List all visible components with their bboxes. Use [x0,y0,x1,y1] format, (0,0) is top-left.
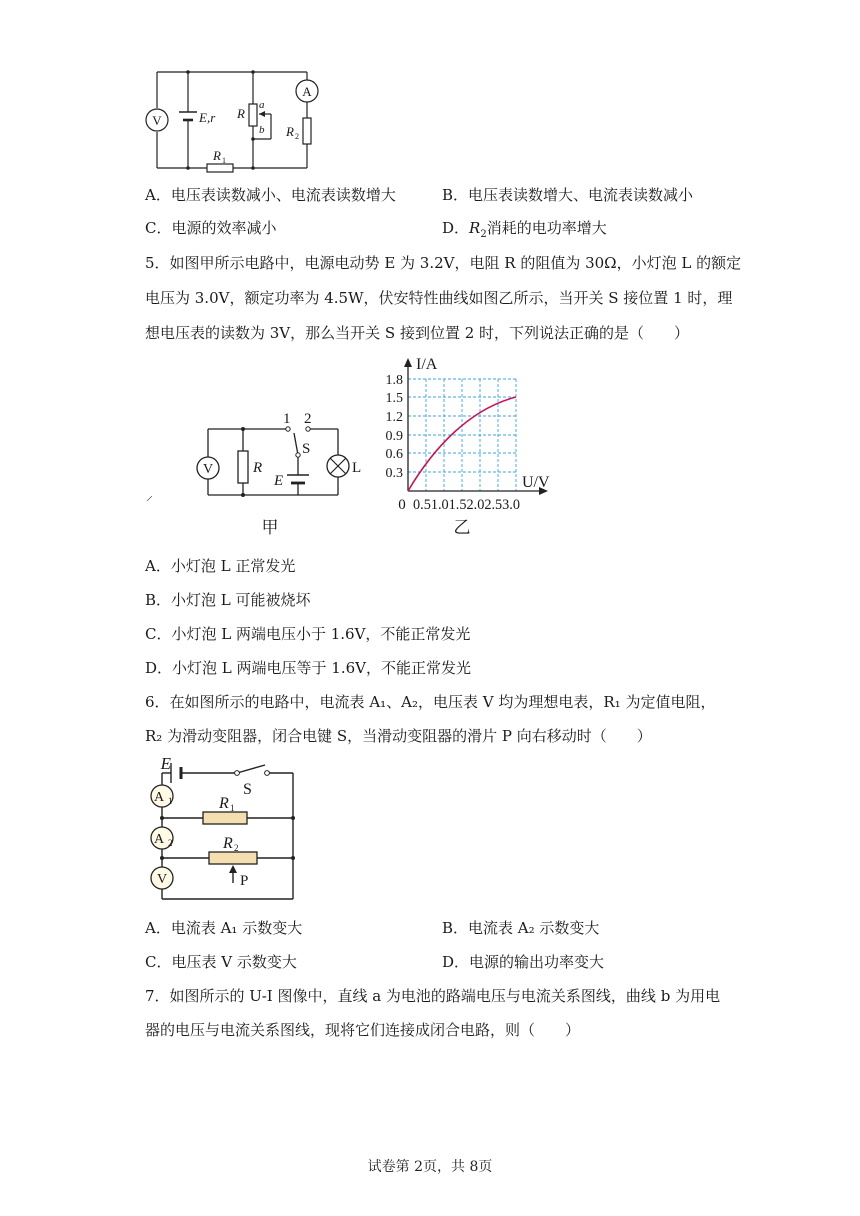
q6-option-c: C．电压表 V 示数变大 [145,953,297,971]
q6-circuit-figure [145,753,305,903]
q5-graph-yi [372,355,562,540]
q6-circuit-svg [145,753,305,903]
q5-graph-origin: 0 [398,497,406,513]
q4-option-d-prefix: D． [442,219,470,237]
q4-voltmeter-label: V [152,113,162,128]
q5-lamp-label: L [352,460,362,476]
q5-option-b: B．小灯泡 L 可能被烧坏 [145,591,311,609]
page-footer: 试卷第 2页，共 8页 [367,1159,493,1175]
q5-switch-label: S [302,441,311,457]
q5-switch-pos-2: 2 [304,411,312,427]
q6-slider-label: P [240,873,249,889]
q4-option-c: C．电源的效率减小 [145,219,277,237]
q5-x-ticks: 0.51.01.52.02.53.0 [413,497,520,513]
q5-graph-grid [408,379,516,491]
q4-battery-label: E,r [199,110,216,125]
q5-circuit-jia [190,405,370,540]
q5-y-tick-3: 0.9 [385,429,403,444]
q5-y-tick-4: 0.6 [385,447,403,462]
q5-y-tick-1: 1.5 [385,391,403,406]
q4-option-d [442,218,607,245]
q6-r2-label: R [223,835,233,852]
q5-voltmeter-label: V [202,462,214,477]
q5-resistor-label: R [253,460,263,476]
q5-y-tick-0: 1.8 [385,373,403,388]
q4-r2-sub: 2 [295,132,299,141]
q6-r1-sub: 1 [230,803,235,813]
q6-option-b: B．电流表 A₂ 示数变大 [442,919,600,937]
q4-circuit-figure [145,66,320,176]
q5-graph-yi-svg [372,355,562,540]
q5-stem-line-3: 想电压表的读数为 3V，那么当开关 S 接到位置 2 时，下列说法正确的是（ ） [145,324,690,342]
q5-option-a: A．小灯泡 L 正常发光 [145,557,296,575]
q4-rheostat-label: R [237,106,245,121]
q5-graph-y-axis-label: I/A [416,356,438,373]
q5-option-c: C．小灯泡 L 两端电压小于 1.6V，不能正常发光 [145,625,471,643]
q4-ammeter-label: A [302,84,312,99]
q5-caption-yi: 乙 [453,518,471,537]
q6-stem-line-1: 6．在如图所示的电路中，电流表 A₁、A₂，电压表 V 均为理想电表，R₁ 为定值电阻， [145,693,716,711]
q5-switch-pos-1: 1 [283,411,291,427]
q5-circuit-jia-svg [190,405,370,540]
q5-caption-jia: 甲 [261,518,279,537]
q6-a1-sub: 1 [168,796,173,806]
q6-battery-label: E [160,754,171,773]
q6-a2-label: A [153,832,165,847]
q4-circuit-svg [145,66,320,176]
q4-r1-sub: 1 [222,156,226,165]
q5-option-d: D．小灯泡 L 两端电压等于 1.6V，不能正常发光 [145,659,471,677]
q7-stem-line-1: 7．如图所示的 U-I 图像中，直线 a 为电池的路端电压与电流关系图线，曲线 b 为用电 [145,987,721,1005]
q4-option-b: B．电压表读数增大、电流表读数减小 [442,186,694,204]
q6-stem-line-2: R₂ 为滑动变阻器，闭合电键 S，当滑动变阻器的滑片 P 向右移动时（ ） [145,727,652,745]
q4-point-a: a [259,99,265,111]
q6-voltmeter-label: V [156,872,168,887]
q4-option-d-rest: 消耗的电功率增大 [486,219,607,237]
q5-y-tick-5: 0.3 [385,466,403,481]
q4-r1-label: R [213,148,221,163]
q4-option-a: A．电压表读数减小、电流表读数增大 [145,186,396,204]
q4-option-d-sub: 2 [480,229,487,240]
q4-option-d-r: R [469,219,481,237]
q4-r2-label: R [286,124,294,139]
q6-option-d: D．电源的输出功率变大 [442,953,605,971]
stray-mark: ⸝ [146,488,153,504]
q5-y-tick-2: 1.2 [385,410,403,425]
q6-option-a: A．电流表 A₁ 示数变大 [145,919,303,937]
q6-a1-label: A [153,790,165,805]
q6-a2-sub: 2 [168,838,173,848]
q6-r2-sub: 2 [234,843,239,853]
q6-r1-label: R [219,795,229,812]
q6-switch-label: S [243,781,252,798]
q5-battery-label: E [274,473,284,489]
q5-stem-line-2: 电压为 3.0V，额定功率为 4.5W，伏安特性曲线如图乙所示，当开关 S 接位置 1 时，理 [145,289,733,307]
q7-stem-line-2: 器的电压与电流关系图线，现将它们连接成闭合电路，则（ ） [145,1021,581,1039]
q5-stem-line-1: 5．如图甲所示电路中，电源电动势 E 为 3.2V，电阻 R 的阻值为 30Ω，小灯泡 L 的额定 [145,254,742,272]
q4-point-b: b [259,124,265,136]
q5-graph-x-axis-label: U/V [522,474,550,491]
